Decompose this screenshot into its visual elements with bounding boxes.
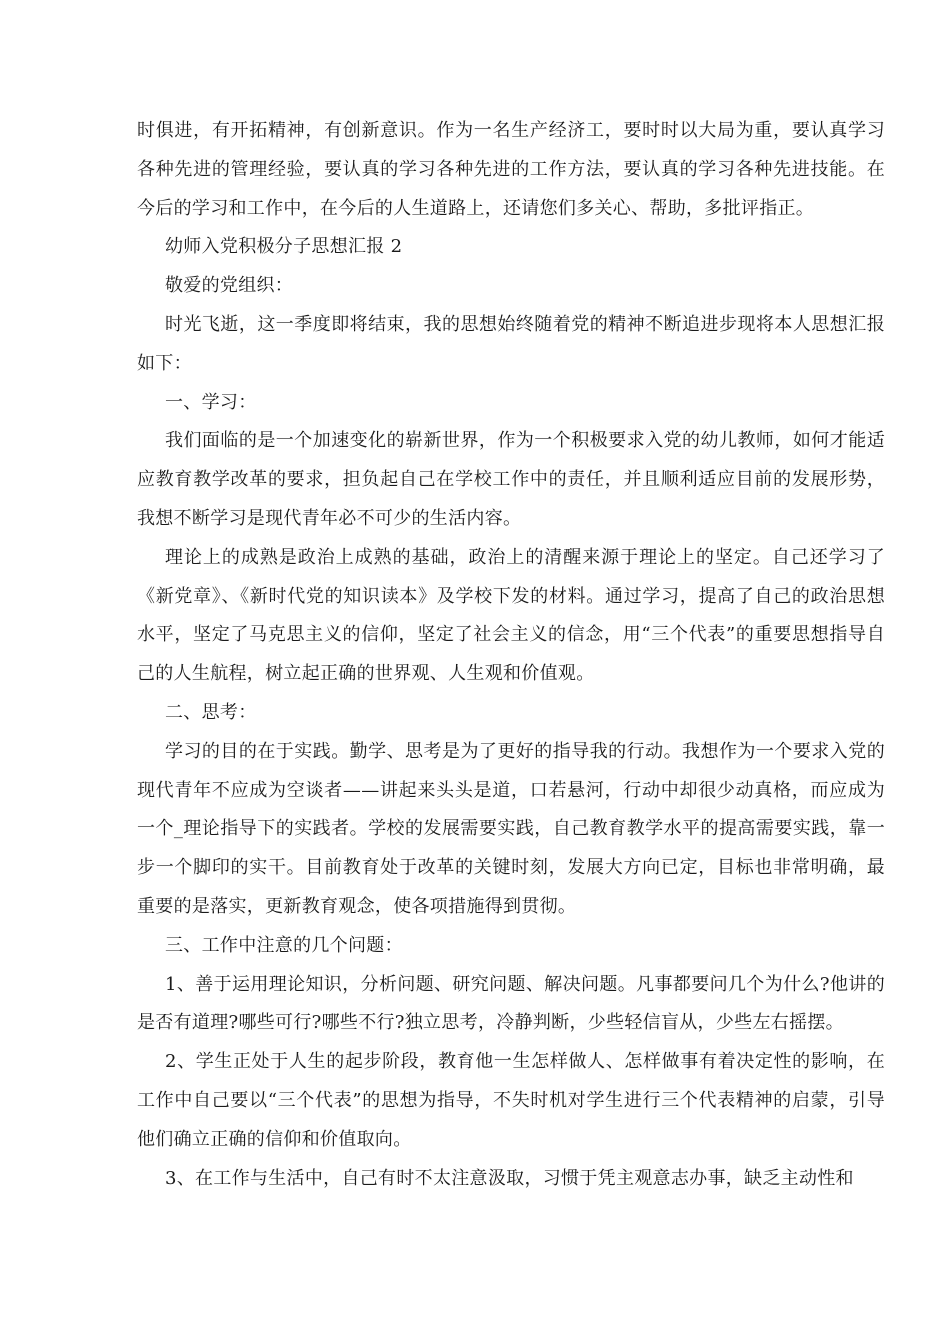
document-body bbox=[137, 112, 885, 1198]
heading-work-issues: 三、工作中注意的几个问题： bbox=[165, 934, 403, 956]
salutation: 敬爱的党组织： bbox=[165, 275, 294, 297]
study-paragraph-2: 理论上的成熟是政治上成熟的基础，政治上的清醒来源于理论上的坚定。自己还学习了《新党章》、《新时代党的知识读本》及学校下发的材料。通过学习，提高了自己的政治思想水平，坚定了马克思主义的信仰，坚定了社会主义的信念，用“三个代表”的重要思想指导自己的人生航程，树立起正确的世界观、人生观和价值观。 bbox=[137, 546, 885, 685]
study-paragraph-1: 我们面临的是一个加速变化的崭新世界，作为一个积极要求入党的幼儿教师，如何才能适应教育教学改革的要求，担负起自己在学校工作中的责任，并且顺利适应目前的发展形势，我想不断学习是现代青年必不可少的生活内容。 bbox=[137, 430, 885, 529]
paragraph-continuation: 时俱进，有开拓精神，有创新意识。作为一名生产经济工，要时时以大局为重，要认真学习各种先进的管理经验，要认真的学习各种先进的工作方法，要认真的学习各种先进技能。在今后的学习和工作中，在今后的人生道路上，还请您们多关心、帮助，多批评指正。 bbox=[137, 120, 885, 219]
heading-study: 一、学习： bbox=[165, 391, 257, 413]
work-issue-2: 2、学生正处于人生的起步阶段，教育他一生怎样做人、怎样做事有着决定性的影响，在工作中自己要以“三个代表”的思想为指导，不失时机对学生进行三个代表精神的启蒙，引导他们确立正确的信仰和价值取向。 bbox=[137, 1051, 885, 1150]
thinking-paragraph: 学习的目的在于实践。勤学、思考是为了更好的指导我的行动。我想作为一个要求入党的现代青年不应成为空谈者——讲起来头头是道，口若悬河，行动中却很少动真格，而应成为一个_理论指导下的实践者。学校的发展需要实践，自己教育教学水平的提高需要实践，靠一步一个脚印的实干。目前教育处于改革的关键时刻，发展大方向已定，目标也非常明确，最重要的是落实，更新教育观念，使各项措施得到贯彻。 bbox=[137, 740, 885, 917]
heading-thinking: 二、思考： bbox=[165, 701, 257, 723]
work-issue-1: 1、善于运用理论知识，分析问题、研究问题、解决问题。凡事都要问几个为什么?他讲的是否有道理?哪些可行?哪些不行?独立思考，冷静判断，少些轻信盲从，少些左右摇摆。 bbox=[137, 973, 885, 1034]
section-title: 幼师入党积极分子思想汇报 2 bbox=[165, 236, 403, 258]
intro-paragraph: 时光飞逝，这一季度即将结束，我的思想始终随着党的精神不断追进步现将本人思想汇报如下： bbox=[137, 313, 885, 374]
work-issue-3: 3、在工作与生活中，自己有时不太注意汲取，习惯于凭主观意志办事，缺乏主动性和 bbox=[165, 1167, 854, 1189]
